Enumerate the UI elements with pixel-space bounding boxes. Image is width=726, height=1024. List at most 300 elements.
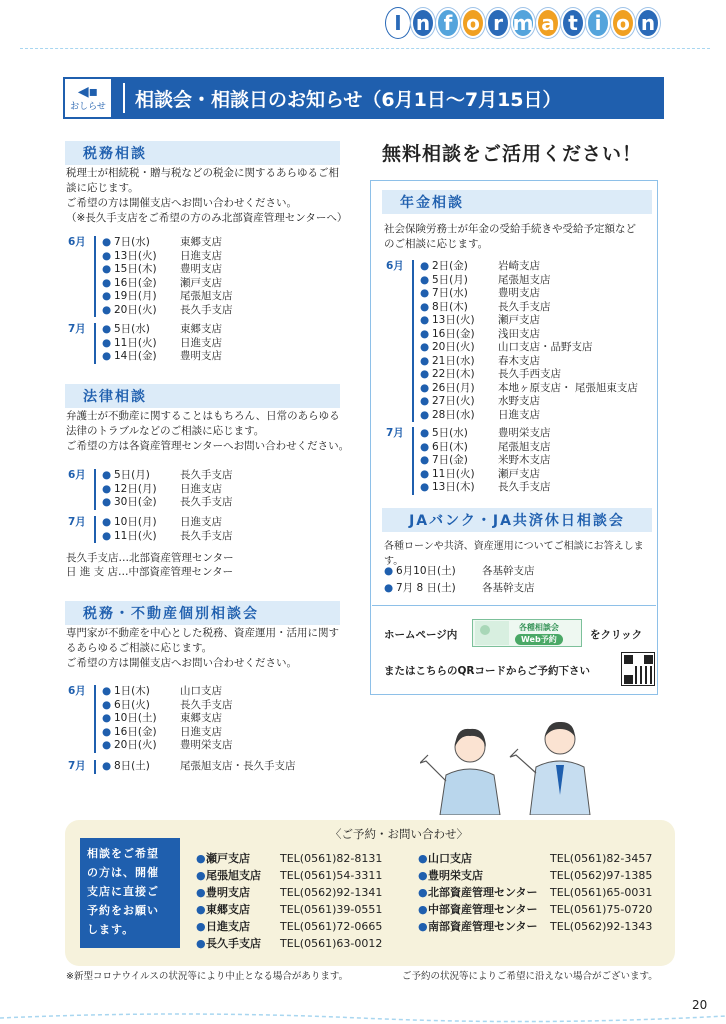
bullet-icon: ● xyxy=(420,314,430,326)
schedule-rows xyxy=(102,685,233,753)
schedule-row xyxy=(420,468,551,482)
contact-phone: TEL(0561)82-8131 xyxy=(280,852,383,865)
schedule-rule xyxy=(94,760,96,774)
contact-branch: 尾張旭支店 xyxy=(206,869,261,882)
schedule-branch: 日進支店 xyxy=(180,725,222,738)
contact-notice xyxy=(80,838,180,948)
contact-phone: TEL(0561)39-0551 xyxy=(280,903,383,916)
contact-phone: TEL(0561)72-0665 xyxy=(280,920,383,933)
schedule-branch: 長久手支店 xyxy=(180,469,233,481)
contact-branch: 南部資産管理センター xyxy=(428,920,538,933)
description-line: ご希望の方は開催支店へお問い合わせください。 xyxy=(66,657,297,669)
footnote-right: ご予約の状況等によりご希望に沿えない場合がございます。 xyxy=(402,971,658,982)
contact-phone: TEL(0562)97-1385 xyxy=(550,869,653,882)
tax-heading: 税務相談 xyxy=(65,141,340,165)
bullet-icon: ● xyxy=(420,287,430,299)
schedule-date: 15日(木) xyxy=(114,263,157,275)
schedule-rows xyxy=(420,260,638,422)
schedule-branch: 山口支店 xyxy=(180,685,222,697)
schedule-branch: 尾張旭支店 xyxy=(498,440,551,453)
tax-june-schedule xyxy=(68,236,233,317)
schedule-branch: 尾張旭支店・長久手支店 xyxy=(180,760,296,772)
info-letter-circle: n xyxy=(636,8,660,38)
schedule-rows xyxy=(102,323,222,364)
bullet-icon: ● xyxy=(102,336,112,349)
contact-list-left xyxy=(196,850,382,952)
notice-badge xyxy=(63,77,113,119)
schedule-branch: 尾張旭支店 xyxy=(498,273,551,286)
schedule-branch: 東郷支店 xyxy=(180,236,222,248)
schedule-row xyxy=(420,328,638,342)
schedule-branch: 瀬戸支店 xyxy=(180,276,222,289)
bullet-icon: ● xyxy=(102,249,112,262)
schedule-branch: 長久手西支店 xyxy=(498,368,561,380)
schedule-row xyxy=(420,382,638,396)
pension-june-schedule xyxy=(386,260,638,422)
law-heading: 法律相談 xyxy=(65,384,340,408)
contact-row xyxy=(418,867,652,884)
schedule-rule xyxy=(94,685,96,753)
page-number: 20 xyxy=(692,998,708,1012)
bullet-icon: ● xyxy=(384,582,394,594)
contact-branch: 東郷支店 xyxy=(206,903,250,916)
qr-code-icon[interactable] xyxy=(621,652,655,686)
contact-row xyxy=(418,884,652,901)
bullet-icon: ● xyxy=(102,496,112,508)
schedule-row xyxy=(420,301,638,315)
contact-phone: TEL(0561)82-3457 xyxy=(550,852,653,865)
contact-notice-line: 支店に直接ご xyxy=(87,885,159,898)
schedule-branch: 豊明栄支店 xyxy=(180,739,233,751)
schedule-row xyxy=(102,699,233,713)
schedule-branch: 豊明支店 xyxy=(180,263,222,275)
bullet-icon: ● xyxy=(384,565,394,577)
bullet-icon: ● xyxy=(420,341,430,353)
information-heading xyxy=(386,8,660,38)
web-suffix: をクリック xyxy=(590,629,643,641)
law-notes xyxy=(66,551,234,579)
schedule-branch: 長久手支店 xyxy=(498,481,551,493)
bullet-icon: ● xyxy=(420,395,430,407)
schedule-date: 8日(土) xyxy=(114,760,150,772)
bullet-icon: ● xyxy=(420,440,430,453)
schedule-row xyxy=(102,350,222,364)
schedule-rule xyxy=(94,323,96,364)
schedule-rows xyxy=(102,469,233,510)
schedule-date: 14日(金) xyxy=(114,350,157,362)
schedule-month: 7月 xyxy=(68,323,86,335)
contact-row xyxy=(418,901,652,918)
realestate-june-schedule xyxy=(68,685,233,753)
schedule-month: 6月 xyxy=(68,685,86,697)
contact-branch: 豊明栄支店 xyxy=(428,869,483,882)
schedule-branch: 日進支店 xyxy=(180,336,222,349)
info-letter-circle: n xyxy=(411,8,435,38)
schedule-row xyxy=(420,314,638,328)
schedule-row xyxy=(102,323,222,337)
contact-row xyxy=(196,867,382,884)
free-consultation-title: 無料相談をご活用ください！ xyxy=(382,143,643,165)
holiday-branch: 各基幹支店 xyxy=(482,565,535,577)
bullet-icon: ● xyxy=(102,760,112,772)
tax-description xyxy=(66,166,356,226)
info-letter-circle: f xyxy=(436,8,460,38)
bullet-icon: ● xyxy=(420,427,430,439)
schedule-row xyxy=(420,395,638,409)
contact-row xyxy=(196,918,382,935)
schedule-row xyxy=(102,530,233,544)
schedule-branch: 日進支店 xyxy=(180,516,222,528)
schedule-branch: 長久手支店 xyxy=(498,300,551,313)
schedule-row xyxy=(102,496,233,510)
schedule-branch: 豊明支店 xyxy=(498,287,540,299)
schedule-branch: 岩崎支店 xyxy=(498,260,540,272)
bullet-icon: ● xyxy=(420,381,430,394)
bullet-icon: ● xyxy=(196,937,206,950)
schedule-date: 20日(火) xyxy=(114,303,157,316)
info-letter-circle: i xyxy=(586,8,610,38)
contact-phone: TEL(0561)63-0012 xyxy=(280,937,383,950)
schedule-branch: 春木支店 xyxy=(498,354,540,367)
schedule-month: 6月 xyxy=(386,260,404,272)
schedule-row xyxy=(102,263,233,277)
bullet-icon: ● xyxy=(102,685,112,697)
schedule-branch: 長久手支店 xyxy=(180,529,233,542)
bullet-icon: ● xyxy=(420,354,430,367)
description-line: 社会保険労務士が年金の受給手続きや受給予定額など xyxy=(384,223,636,235)
contact-notice-line: 予約をお願い xyxy=(87,904,159,917)
holiday-branch: 各基幹支店 xyxy=(482,582,535,594)
bullet-icon: ● xyxy=(102,469,112,481)
schedule-row xyxy=(420,287,638,301)
schedule-row xyxy=(420,454,551,468)
schedule-rule xyxy=(94,469,96,510)
schedule-rows xyxy=(420,427,551,495)
bullet-icon: ● xyxy=(418,903,428,916)
schedule-date: 7日(水) xyxy=(432,287,468,299)
bullet-icon: ● xyxy=(420,327,430,340)
contact-notice-line: 相談をご希望 xyxy=(87,847,159,860)
schedule-row xyxy=(420,274,638,288)
contact-branch: 豊明支店 xyxy=(206,886,250,899)
schedule-date: 8日(木) xyxy=(432,300,468,313)
schedule-month: 7月 xyxy=(68,516,86,528)
schedule-row xyxy=(102,760,296,774)
schedule-date: 5日(月) xyxy=(432,273,468,286)
schedule-branch: 長久手支店 xyxy=(180,698,233,711)
info-letter-circle: m xyxy=(511,8,535,38)
web-prefix: ホームページ内 xyxy=(384,629,458,641)
schedule-date: 30日(金) xyxy=(114,496,157,508)
schedule-row xyxy=(102,304,233,318)
bullet-icon: ● xyxy=(102,482,112,495)
schedule-branch: 日進支店 xyxy=(180,249,222,262)
schedule-date: 12日(月) xyxy=(114,482,157,495)
schedule-row xyxy=(102,685,233,699)
description-line: 専門家が不動産を中心とした税務、資産運用・活用に関す xyxy=(66,627,339,639)
megaphone-icon: ◀▪ xyxy=(77,83,99,100)
holiday-row xyxy=(384,563,535,580)
schedule-month: 6月 xyxy=(68,236,86,248)
schedule-branch: 瀬戸支店 xyxy=(498,467,540,480)
law-july-schedule xyxy=(68,516,233,543)
bullet-icon: ● xyxy=(102,276,112,289)
contact-notice-line: の方は、開催 xyxy=(87,866,159,879)
contact-branch: 中部資産管理センター xyxy=(428,903,538,916)
schedule-date: 2日(金) xyxy=(432,260,468,272)
description-line: のご相談に応じます。 xyxy=(384,238,489,250)
schedule-row xyxy=(420,368,638,382)
contact-phone: TEL(0561)54-3311 xyxy=(280,869,383,882)
info-letter-circle: t xyxy=(561,8,585,38)
schedule-date: 13日(火) xyxy=(114,249,157,262)
schedule-row xyxy=(102,277,233,291)
footnote-left: ※新型コロナウイルスの状況等により中止となる場合があります。 xyxy=(66,971,349,982)
schedule-row xyxy=(102,712,233,726)
contact-phone: TEL(0562)92-1343 xyxy=(550,920,653,933)
realestate-heading: 税務・不動産個別相談会 xyxy=(65,601,340,625)
schedule-branch: 豊明支店 xyxy=(180,350,222,362)
schedule-row xyxy=(102,469,233,483)
tax-july-schedule xyxy=(68,323,222,364)
schedule-branch: 浅田支店 xyxy=(498,327,540,340)
info-letter-circle: r xyxy=(486,8,510,38)
schedule-row xyxy=(420,409,638,423)
schedule-row xyxy=(102,250,233,264)
pension-july-schedule xyxy=(386,427,551,495)
schedule-date: 26日(月) xyxy=(432,381,475,394)
bullet-icon: ● xyxy=(420,454,430,466)
bullet-icon: ● xyxy=(196,903,206,916)
holiday-row xyxy=(384,580,535,597)
schedule-branch: 東郷支店 xyxy=(180,323,222,335)
contact-phone: TEL(0562)92-1341 xyxy=(280,886,383,899)
bullet-icon: ● xyxy=(196,886,206,899)
bullet-icon: ● xyxy=(102,303,112,316)
title-divider xyxy=(123,83,125,113)
info-letter-circle: I xyxy=(386,8,410,38)
holiday-description: 各種ローンや共済、資産運用についてご相談にお答えします。 xyxy=(384,541,644,567)
schedule-row xyxy=(420,341,638,355)
bullet-icon: ● xyxy=(102,698,112,711)
holiday-date: 7月 8 日(土) xyxy=(396,582,456,594)
contact-branch: 山口支店 xyxy=(428,852,472,865)
schedule-rows xyxy=(102,516,233,543)
header-dashed-line xyxy=(20,48,710,49)
contact-branch: 日進支店 xyxy=(206,920,250,933)
pension-description xyxy=(384,222,654,252)
bullet-icon: ● xyxy=(102,236,112,248)
schedule-rows xyxy=(102,760,296,774)
schedule-branch: 山口支店・品野支店 xyxy=(498,341,593,353)
schedule-row xyxy=(420,260,638,274)
schedule-date: 20日(火) xyxy=(432,341,475,353)
schedule-row xyxy=(102,516,233,530)
schedule-date: 7日(金) xyxy=(432,454,468,466)
schedule-date: 13日(木) xyxy=(432,481,475,493)
holiday-date: 6月10日(土) xyxy=(396,565,456,577)
schedule-branch: 日進支店 xyxy=(498,408,540,421)
bullet-icon: ● xyxy=(102,350,112,362)
schedule-row xyxy=(102,726,233,740)
schedule-row xyxy=(420,481,551,495)
schedule-branch: 瀬戸支店 xyxy=(498,314,540,326)
schedule-rule xyxy=(94,516,96,543)
bullet-icon: ● xyxy=(102,739,112,751)
bullet-icon: ● xyxy=(418,852,428,865)
contact-phone: TEL(0561)75-0720 xyxy=(550,903,653,916)
schedule-date: 11日(火) xyxy=(114,336,157,349)
bullet-icon: ● xyxy=(420,273,430,286)
schedule-date: 6日(木) xyxy=(432,440,468,453)
bullet-icon: ● xyxy=(196,869,206,882)
web-divider xyxy=(372,605,656,606)
contact-row xyxy=(196,850,382,867)
schedule-branch: 米野木支店 xyxy=(498,454,551,466)
holiday-heading: JAバンク・JA共済休日相談会 xyxy=(382,508,652,532)
schedule-branch: 長久手支店 xyxy=(180,496,233,508)
schedule-date: 5日(水) xyxy=(432,427,468,439)
consultation-icon xyxy=(475,621,509,645)
badge-label: おしらせ xyxy=(70,101,106,112)
web-badge-bottom: Web予約 xyxy=(515,634,563,645)
schedule-row xyxy=(102,739,233,753)
bullet-icon: ● xyxy=(420,368,430,380)
description-line: ご希望の方は各資産管理センターへお問い合わせください。 xyxy=(66,440,350,452)
contact-heading: 〈ご予約・お問い合わせ〉 xyxy=(330,827,468,841)
law-june-schedule xyxy=(68,469,233,510)
bullet-icon: ● xyxy=(102,725,112,738)
contact-phone: TEL(0561)65-0031 xyxy=(550,886,653,899)
schedule-month: 7月 xyxy=(386,427,404,439)
contact-branch: 北部資産管理センター xyxy=(428,886,538,899)
schedule-date: 7日(水) xyxy=(114,236,150,248)
schedule-date: 28日(水) xyxy=(432,408,475,421)
bottom-wave-decoration xyxy=(0,1008,726,1024)
bullet-icon: ● xyxy=(420,467,430,480)
schedule-row xyxy=(420,427,551,441)
bullet-icon: ● xyxy=(418,920,428,933)
bullet-icon: ● xyxy=(102,323,112,335)
bullet-icon: ● xyxy=(420,408,430,421)
info-letter-circle: o xyxy=(611,8,635,38)
schedule-branch: 本地ヶ原支店・ 尾張旭東支店 xyxy=(498,381,638,394)
contact-notice-line: します。 xyxy=(87,923,135,936)
notice-title-bar xyxy=(63,77,664,119)
contact-row xyxy=(418,850,652,867)
schedule-date: 16日(金) xyxy=(114,276,157,289)
schedule-month: 7月 xyxy=(68,760,86,772)
schedule-date: 19日(月) xyxy=(114,290,157,302)
schedule-row xyxy=(102,483,233,497)
schedule-branch: 日進支店 xyxy=(180,482,222,495)
bullet-icon: ● xyxy=(418,886,428,899)
schedule-date: 5日(月) xyxy=(114,469,150,481)
schedule-date: 11日(火) xyxy=(114,529,157,542)
schedule-date: 10日(月) xyxy=(114,516,157,528)
contact-branch: 長久手支店 xyxy=(206,937,261,950)
bullet-icon: ● xyxy=(102,516,112,528)
bullet-icon: ● xyxy=(420,260,430,272)
schedule-date: 22日(木) xyxy=(432,368,475,380)
schedule-rows xyxy=(102,236,233,317)
qr-instruction: またはこちらのQRコードからご予約下さい xyxy=(384,665,591,677)
male-staff-icon xyxy=(510,722,590,815)
schedule-date: 10日(土) xyxy=(114,712,157,724)
contact-row xyxy=(418,918,652,935)
contact-row xyxy=(196,901,382,918)
schedule-row xyxy=(420,441,551,455)
web-reservation-button[interactable] xyxy=(472,619,582,647)
schedule-date: 16日(金) xyxy=(114,725,157,738)
schedule-row xyxy=(420,355,638,369)
schedule-date: 11日(火) xyxy=(432,467,475,480)
description-line: 弁護士が不動産に関することはもちろん、日常のあらゆる xyxy=(66,410,340,422)
schedule-branch: 東郷支店 xyxy=(180,712,222,724)
realestate-description xyxy=(66,626,356,671)
schedule-branch: 豊明栄支店 xyxy=(498,427,551,439)
bullet-icon: ● xyxy=(420,300,430,313)
info-letter-circle: a xyxy=(536,8,560,38)
schedule-date: 5日(水) xyxy=(114,323,150,335)
bullet-icon: ● xyxy=(102,263,112,275)
schedule-branch: 尾張旭支店 xyxy=(180,290,233,302)
staff-illustration xyxy=(420,705,620,815)
info-letter-circle: o xyxy=(461,8,485,38)
schedule-date: 6日(火) xyxy=(114,698,150,711)
schedule-date: 21日(水) xyxy=(432,354,475,367)
page-title: 相談会・相談日のお知らせ（6月1日～7月15日） xyxy=(135,88,562,111)
schedule-date: 20日(火) xyxy=(114,739,157,751)
holiday-schedule xyxy=(384,563,535,597)
law-note: 長久手支店…北部資産管理センター xyxy=(66,552,234,564)
contact-row xyxy=(196,884,382,901)
description-line: るあらゆるご相談に応じます。 xyxy=(66,642,213,654)
schedule-branch: 長久手支店 xyxy=(180,303,233,316)
bullet-icon: ● xyxy=(420,481,430,493)
female-staff-icon xyxy=(420,729,500,815)
description-line: 税理士が相続税・贈与税などの税金に関するあらゆるご相 xyxy=(66,167,339,179)
bullet-icon: ● xyxy=(418,869,428,882)
schedule-date: 16日(金) xyxy=(432,327,475,340)
description-line: ご希望の方は開催支店へお問い合わせください。 xyxy=(66,197,297,209)
realestate-july-schedule xyxy=(68,760,296,774)
description-line: 法律のトラブルなどのご相談に応じます。 xyxy=(66,425,265,437)
contact-row xyxy=(196,935,382,952)
schedule-row xyxy=(102,290,233,304)
law-description xyxy=(66,409,356,454)
schedule-rule xyxy=(412,260,414,422)
description-line: （※長久手支店をご希望の方のみ北部資産管理センターへ） xyxy=(66,212,348,224)
bullet-icon: ● xyxy=(196,852,206,865)
schedule-date: 13日(火) xyxy=(432,314,475,326)
bullet-icon: ● xyxy=(102,290,112,302)
web-badge-top: 各種相談会 xyxy=(518,622,559,632)
bullet-icon: ● xyxy=(102,712,112,724)
schedule-date: 1日(木) xyxy=(114,685,150,697)
pension-heading: 年金相談 xyxy=(382,190,652,214)
contact-list-right xyxy=(418,850,652,935)
schedule-rule xyxy=(94,236,96,317)
law-note: 日 進 支 店…中部資産管理センター xyxy=(66,566,234,578)
description-line: 談に応じます。 xyxy=(66,182,139,194)
schedule-rule xyxy=(412,427,414,495)
schedule-month: 6月 xyxy=(68,469,86,481)
schedule-branch: 水野支店 xyxy=(498,395,540,407)
bullet-icon: ● xyxy=(102,529,112,542)
schedule-row xyxy=(102,337,222,351)
schedule-row xyxy=(102,236,233,250)
